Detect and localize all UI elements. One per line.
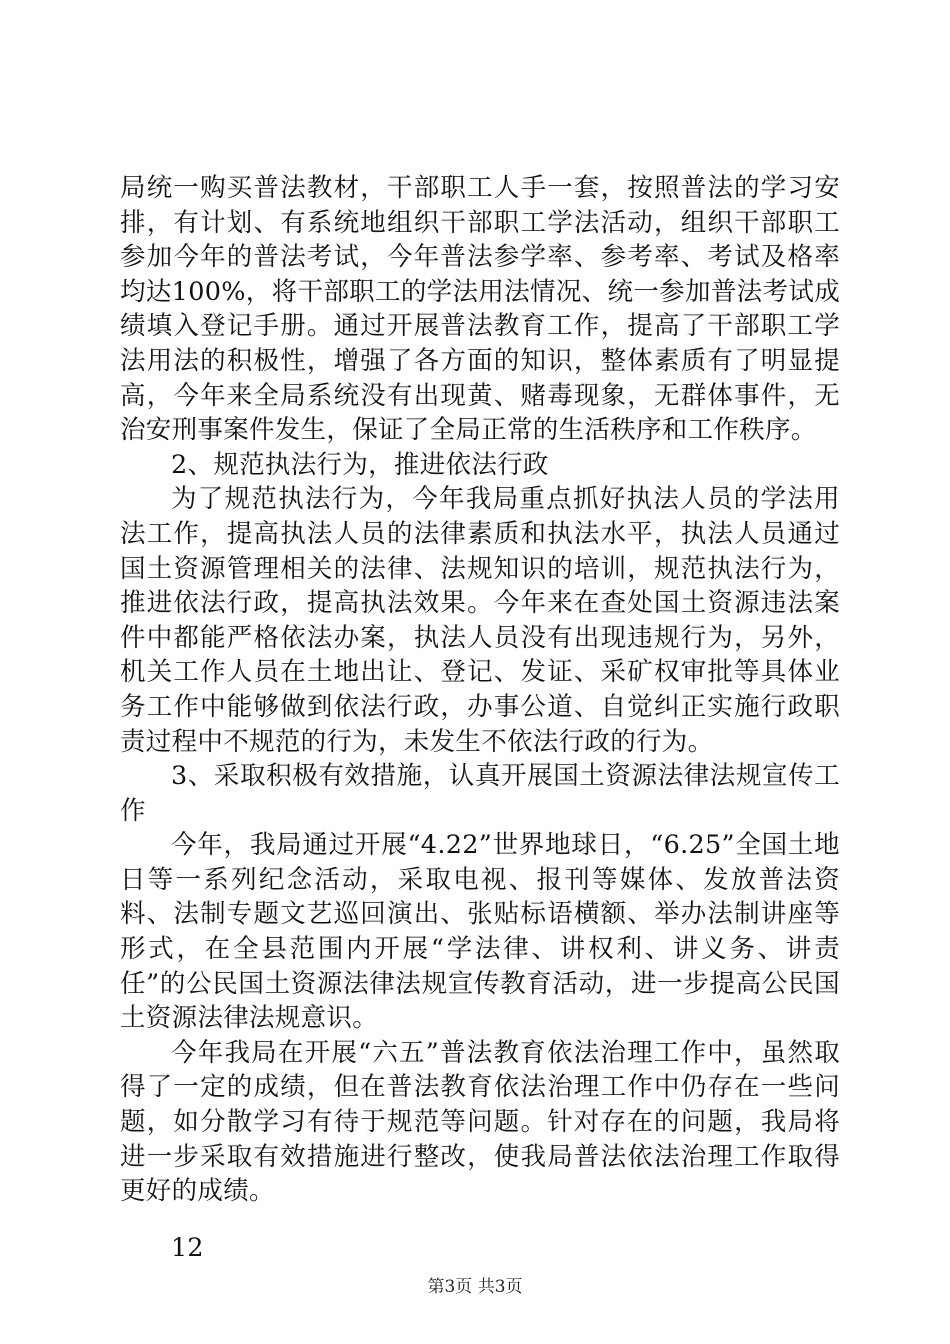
trailing-number: 12 [171,1232,204,1263]
paragraph-conclusion: 今年我局在开展“六五”普法教育依法治理工作中，虽然取得了一定的成绩，但在普法教育依法治理工作中仍存在一些问题，如分散学习有待于规范等问题。针对存在的问题，我局将进一步采取有效措施进行整改，使我局普法依法治理工作取得更好的成绩。 [120,1037,840,1207]
paragraph-continuation: 局统一购买普法教材，干部职工人手一套，按照普法的学习安排，有计划、有系统地组织干部职工学法活动，组织干部职工参加今年的普法考试，今年普法参学率、参考率、考试及格率均达100%，将干部职工的学法用法情况、统一参加普法考试成绩填入登记手册。通过开展普法教育工作，提高了干部职工学法用法的积极性，增强了各方面的知识，整体素质有了明显提高，今年来全局系统没有出现黄、赌毒现象，无群体事件，无治安刑事案件发生，保证了全局正常的生活秩序和工作秩序。 [120,173,840,446]
page-footer: 第3页 共3页 [427,1277,523,1297]
section-heading-3: 3、采取积极有效措施，认真开展国土资源法律法规宣传工作 [120,761,840,826]
section-heading-2: 2、规范执法行为，推进依法行政 [171,449,549,480]
paragraph-law-enforcement: 为了规范执法行为，今年我局重点抓好执法人员的学法用法工作，提高执法人员的法律素质和执法水平，执法人员通过国土资源管理相关的法律、法规知识的培训，规范执法行为，推进依法行政，提高执法效果。今年来在查处国土资源违法案件中都能严格依法办案，执法人员没有出现违规行为，另外，机关工作人员在土地出让、登记、发证、采矿权审批等具体业务工作中能够做到依法行政，办事公道、自觉纠正实施行政职责过程中不规范的行为，未发生不依法行政的行为。 [120,484,840,757]
paragraph-publicity: 今年，我局通过开展“4.22”世界地球日，“6.25”全国土地日等一系列纪念活动，采取电视、报刊等媒体、发放普法资料、法制专题文艺巡回演出、张贴标语横额、举办法制讲座等形式，在全县范围内开展“学法律、讲权利、讲义务、讲责任”的公民国土资源法律法规宣传教育活动，进一步提高公民国土资源法律法规意识。 [120,830,840,1034]
document-body [120,171,840,1265]
